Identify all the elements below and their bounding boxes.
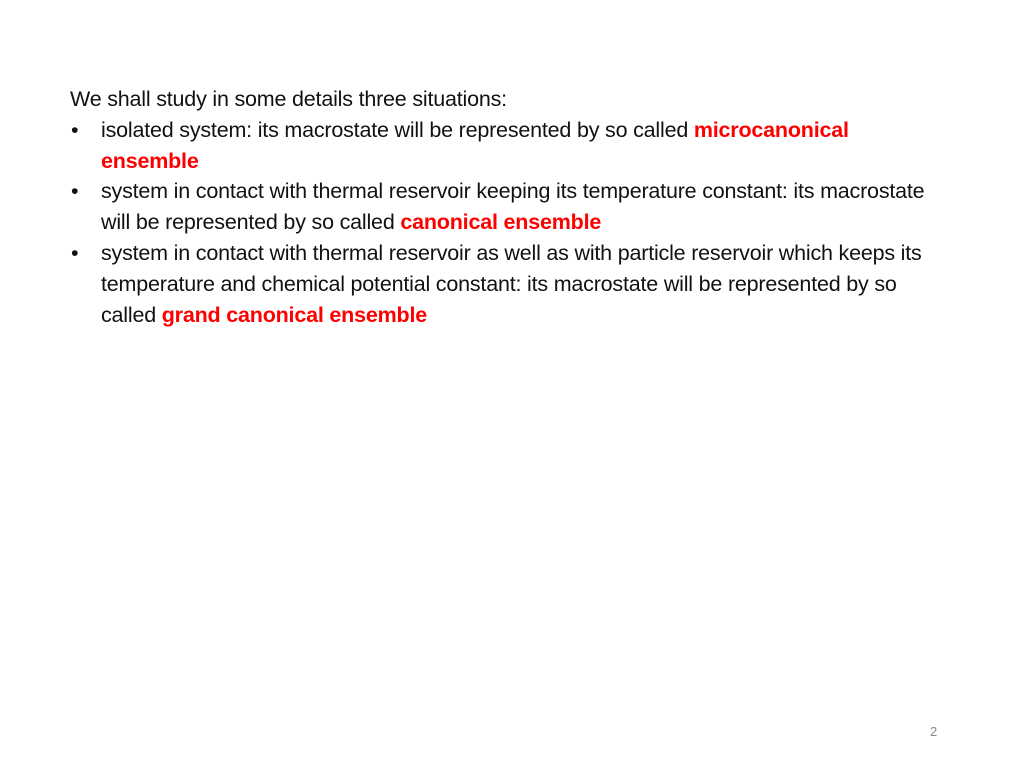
- bullet-list: [70, 115, 950, 331]
- page-number: 2: [930, 724, 938, 739]
- bullet-text: isolated system: its macrostate will be represented by so called: [101, 117, 694, 142]
- slide-content: [70, 84, 950, 330]
- bullet-text: system in contact with thermal reservoir as well as with particle reservoir which keeps its temperature and chemical potential constant: its macrostate will be represented by so called: [101, 240, 922, 327]
- highlighted-term: canonical ensemble: [400, 210, 602, 235]
- bullet-dot-icon: •: [71, 117, 79, 142]
- highlighted-term: grand canonical ensemble: [161, 302, 427, 327]
- intro-text: We shall study in some details three situations:: [70, 87, 507, 111]
- bullet-item-isolated-system: [70, 115, 950, 177]
- bullet-item-thermal-reservoir: [70, 176, 950, 238]
- bullet-dot-icon: •: [71, 179, 79, 204]
- bullet-text: system in contact with thermal reservoir keeping its temperature constant: its macrostate will be represented by so called: [101, 179, 925, 235]
- highlighted-term: microcanonical ensemble: [101, 117, 849, 173]
- bullet-item-particle-reservoir: [70, 238, 950, 330]
- bullet-dot-icon: •: [71, 240, 79, 265]
